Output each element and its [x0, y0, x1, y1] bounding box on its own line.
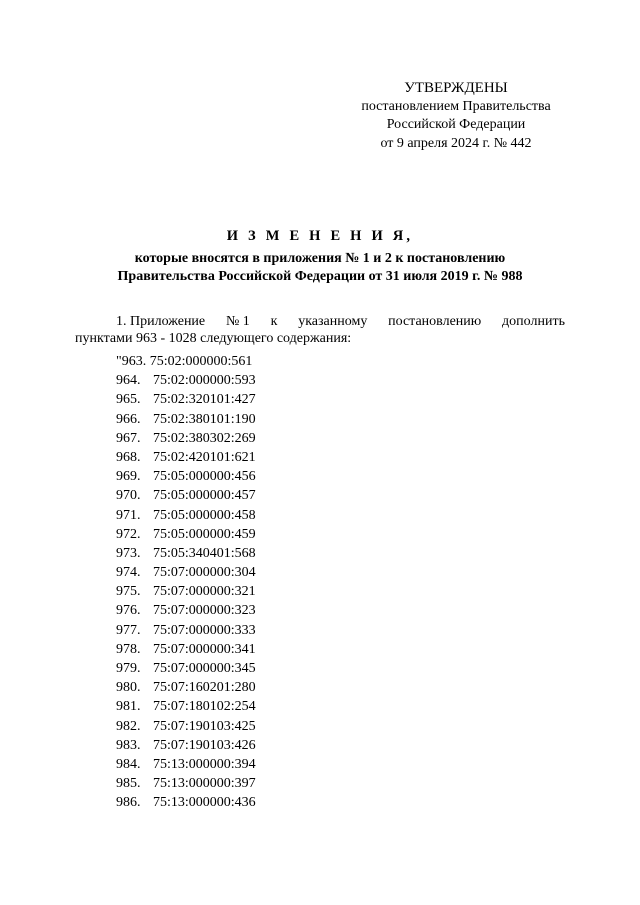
item-number: 980.	[116, 680, 141, 696]
item-number: 978.	[116, 641, 141, 657]
item-code: 75:05:000000:458	[153, 507, 256, 523]
list-item	[116, 793, 416, 812]
item-code: 75:05:340401:568	[153, 545, 256, 561]
paragraph-line-2: пунктами 963 - 1028 следующего содержания:	[75, 331, 352, 346]
document-title: И З М Е Н Е Н И Я,	[226, 228, 414, 244]
approval-line-1: постановлением Правительства	[361, 98, 551, 114]
item-number: 984.	[116, 756, 141, 772]
item-code: 75:07:000000:323	[153, 603, 256, 619]
list-item	[116, 467, 416, 486]
document-subtitle	[60, 250, 580, 286]
list-item	[116, 582, 416, 601]
paragraph-word: дополнить	[502, 314, 565, 329]
item-number: 964.	[116, 373, 141, 389]
paragraph-word: № 1	[225, 314, 250, 329]
item-code: 75:05:000000:457	[153, 488, 256, 504]
subtitle-line-1: которые вносятся в приложения № 1 и 2 к постановлению	[134, 251, 506, 266]
item-number: 982.	[116, 718, 141, 734]
list-item	[116, 486, 416, 505]
item-code: 75:02:420101:621	[153, 449, 256, 465]
item-number: 986.	[116, 795, 141, 811]
list-item-first: "963. 75:02:000000:561	[116, 354, 253, 369]
paragraph-word: указанному	[298, 314, 368, 329]
approval-stamp	[340, 79, 572, 153]
list-item	[116, 506, 416, 525]
item-code: 75:07:160201:280	[153, 680, 256, 696]
approval-line-3: от 9 апреля 2024 г. № 442	[380, 135, 532, 151]
paragraph-word: постановлению	[388, 314, 482, 329]
item-code: 75:07:000000:304	[153, 565, 256, 581]
item-code: 75:07:000000:345	[153, 661, 256, 676]
list-item	[116, 601, 416, 620]
paragraph-word: 1. Приложение	[116, 314, 206, 329]
list-item	[116, 525, 416, 544]
item-number: 969.	[116, 469, 141, 485]
item-number: 968.	[116, 449, 141, 465]
item-number: 981.	[116, 699, 141, 715]
item-number: 985.	[116, 776, 141, 792]
list-item	[116, 544, 416, 563]
list-item	[116, 563, 416, 582]
item-code: 75:07:180102:254	[153, 699, 256, 715]
item-code: 75:07:000000:321	[153, 584, 256, 600]
list-item	[116, 697, 416, 716]
item-number: 977.	[116, 622, 141, 638]
item-code: 75:05:000000:456	[153, 469, 256, 485]
item-number: 974.	[116, 565, 141, 581]
paragraph-word: к	[270, 314, 278, 329]
list-item	[116, 429, 416, 448]
item-number: 967.	[116, 430, 141, 446]
list-item	[116, 755, 416, 774]
item-code: 75:13:000000:436	[153, 795, 256, 811]
item-code: 75:07:000000:333	[153, 622, 256, 638]
item-code: 75:02:380302:269	[153, 430, 256, 446]
item-code: 75:02:320101:427	[153, 392, 256, 408]
list-item	[116, 390, 416, 409]
list-item	[116, 736, 416, 755]
item-number: 972.	[116, 526, 141, 542]
list-item	[116, 659, 416, 678]
item-number: 979.	[116, 661, 141, 676]
item-number: 973.	[116, 545, 141, 561]
cadastral-list	[116, 352, 416, 813]
list-item	[116, 717, 416, 736]
item-code: 75:13:000000:397	[153, 776, 256, 792]
list-item	[116, 774, 416, 793]
item-code: 75:07:190103:426	[153, 737, 256, 753]
item-code: 75:13:000000:394	[153, 756, 256, 772]
paragraph-line-1	[75, 313, 565, 330]
item-number: 983.	[116, 737, 141, 753]
list-item	[116, 621, 416, 640]
list-item	[116, 371, 416, 390]
list-item	[116, 410, 416, 429]
item-number: 970.	[116, 488, 141, 504]
approval-line-2: Российской Федерации	[386, 117, 526, 132]
subtitle-line-2: Правительства Российской Федерации от 31 июля 2019 г. № 988	[117, 269, 523, 284]
item-number: 975.	[116, 584, 141, 600]
item-code: 75:02:000000:593	[153, 373, 256, 389]
list-item	[116, 678, 416, 697]
item-number: 976.	[116, 603, 141, 619]
list-item	[116, 448, 416, 467]
item-code: 75:07:190103:425	[153, 718, 256, 734]
item-code: 75:07:000000:341	[153, 641, 256, 657]
paragraph-1	[75, 313, 565, 347]
item-code: 75:05:000000:459	[153, 526, 256, 542]
item-number: 965.	[116, 392, 141, 408]
approval-heading: УТВЕРЖДЕНЫ	[404, 80, 508, 96]
list-item	[116, 640, 416, 659]
item-number: 971.	[116, 507, 141, 523]
item-number: 966.	[116, 411, 141, 427]
item-code: 75:02:380101:190	[153, 411, 256, 427]
